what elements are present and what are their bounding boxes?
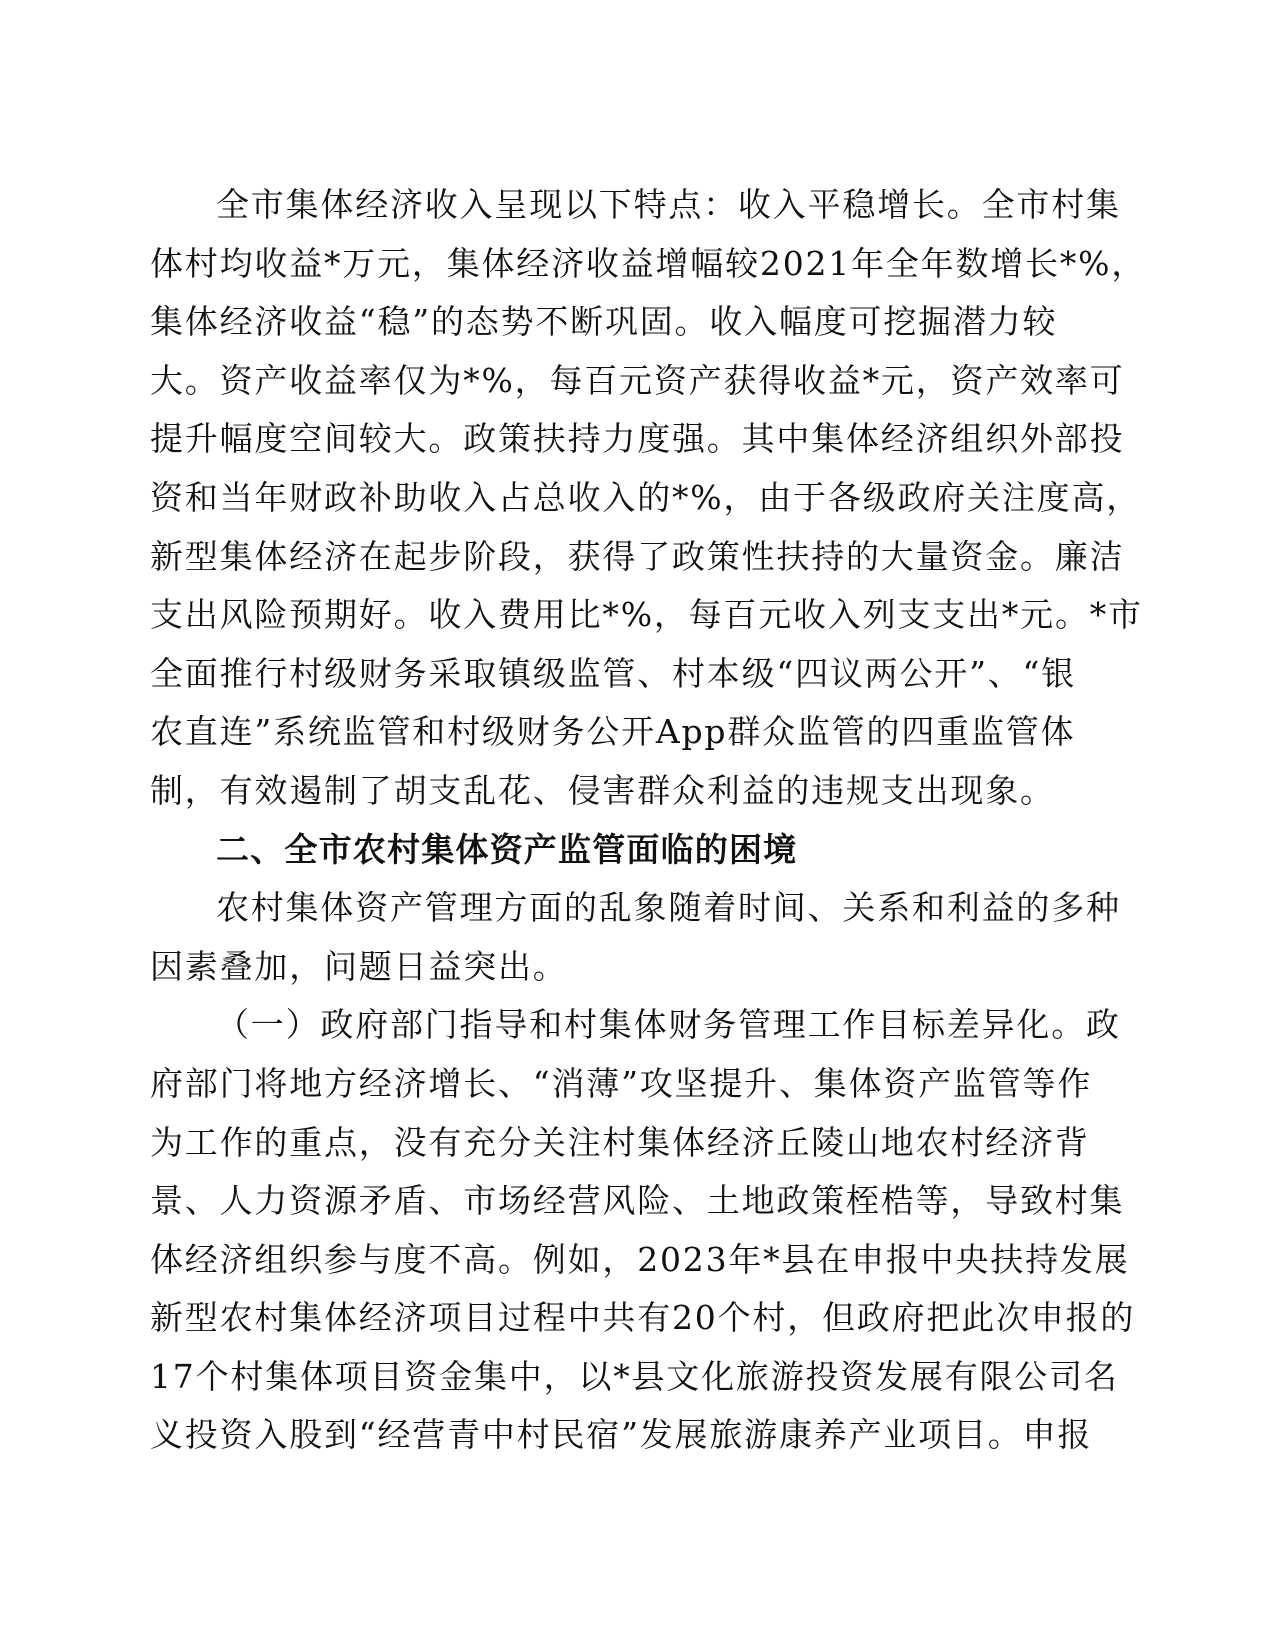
paragraph-line: 支出风险预期好。收入费用比*%，每百元收入列支支出*元。*市 — [150, 595, 1143, 635]
section-heading: 二、全市农村集体资产监管面临的困境 — [216, 829, 798, 869]
paragraph-line: 为工作的重点，没有充分关注村集体经济丘陵山地农村经济背 — [150, 1122, 1090, 1162]
paragraph-line: 新型农村集体经济项目过程中共有20个村，但政府把此次申报的 — [150, 1298, 1136, 1338]
document-body — [150, 176, 1147, 1465]
paragraph-line: 全市集体经济收入呈现以下特点：收入平稳增长。全市村集 — [216, 185, 1121, 224]
paragraph-line: 全面推行村级财务采取镇级监管、村本级“四议两公开”、“银 — [150, 653, 1077, 693]
paragraph-line: 大。资产收益率仅为*%，每百元资产获得收益*元，资产效率可 — [150, 360, 1125, 400]
paragraph-line: 制，有效遏制了胡支乱花、侵害群众利益的违规支出现象。 — [150, 770, 1055, 810]
paragraph-line: 新型集体经济在起步阶段，获得了政策性扶持的大量资金。廉洁 — [150, 536, 1125, 576]
paragraph-line: 集体经济收益“稳”的态势不断巩固。收入幅度可挖掘潜力较 — [150, 302, 1058, 342]
paragraph-line: 农直连”系统监管和村级财务公开App群众监管的四重监管体 — [150, 712, 1076, 752]
paragraph-line: （一）政府部门指导和村集体财务管理工作目标差异化。政 — [216, 1005, 1121, 1045]
paragraph-line: 17个村集体项目资金集中，以*县文化旅游投资发展有限公司名 — [150, 1356, 1119, 1396]
paragraph-line: 体村均收益*万元，集体经济收益增幅较2021年全年数增长*%， — [150, 243, 1147, 283]
paragraph-line: 因素叠加，问题日益突出。 — [150, 946, 568, 986]
paragraph-line: 府部门将地方经济增长、“消薄”攻坚提升、集体资产监管等作 — [150, 1063, 1093, 1103]
paragraph-line: 景、人力资源矛盾、市场经营风险、土地政策桎梏等，导致村集 — [150, 1181, 1125, 1221]
paragraph-line: 农村集体资产管理方面的乱象随着时间、关系和利益的多种 — [216, 888, 1121, 928]
paragraph-line: 提升幅度空间较大。政策扶持力度强。其中集体经济组织外部投 — [150, 419, 1125, 459]
paragraph-line: 资和当年财政补助收入占总收入的*%，由于各级政府关注度高， — [150, 477, 1142, 517]
paragraph-line: 体经济组织参与度不高。例如，2023年*县在申报中央扶持发展 — [150, 1239, 1130, 1279]
paragraph-line: 义投资入股到“经营青中村民宿”发展旅游康养产业项目。申报 — [150, 1415, 1093, 1455]
